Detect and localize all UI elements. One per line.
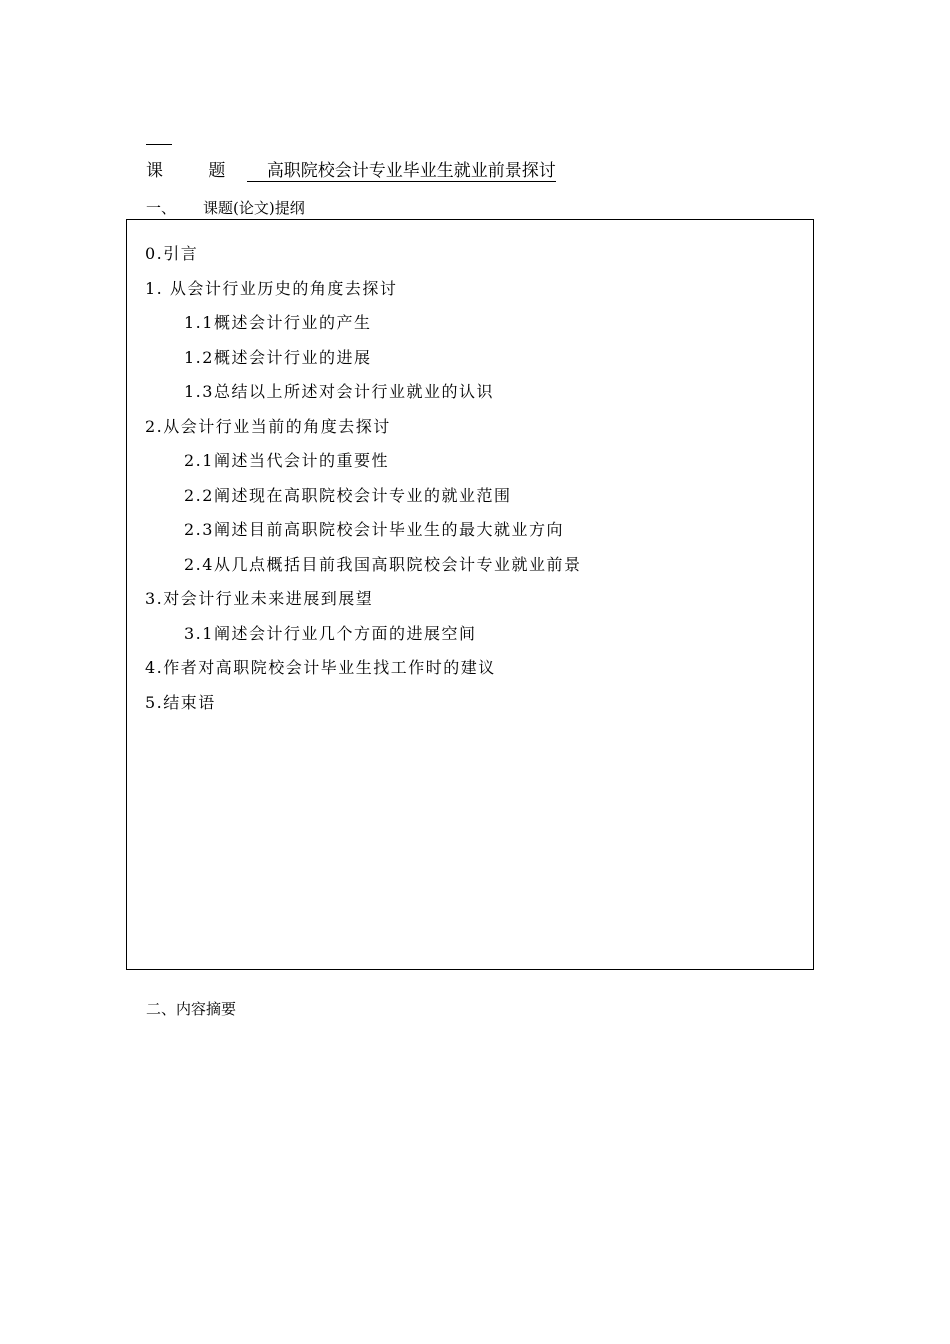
outline-item: 1. 从会计行业历史的角度去探讨 [145, 278, 398, 298]
outline-item: 2.1阐述当代会计的重要性 [184, 451, 389, 470]
section-heading-outline [146, 198, 305, 218]
topic-label: 课 题 [146, 161, 246, 181]
topic-title: 高职院校会计专业毕业生就业前景探讨 [247, 161, 556, 182]
outline-item: 2.从会计行业当前的角度去探讨 [145, 416, 391, 436]
outline-item: 4.作者对高职院校会计毕业生找工作时的建议 [145, 658, 496, 677]
outline-item: 0.引言 [145, 244, 199, 263]
outline-item: 1.3总结以上所述对会计行业就业的认识 [184, 382, 494, 401]
outline-box [126, 219, 814, 970]
section-number: 一、 [146, 199, 177, 217]
outline-item: 5.结束语 [145, 692, 216, 712]
outline-item: 1.1概述会计行业的产生 [184, 313, 372, 332]
section-heading-abstract [146, 999, 236, 1019]
outline-item: 1.2概述会计行业的进展 [184, 347, 372, 367]
outline-item: 2.2阐述现在高职院校会计专业的就业范围 [184, 485, 512, 505]
section-title: 课题(论文)提纲 [203, 199, 305, 217]
outline-item: 3.1阐述会计行业几个方面的进展空间 [184, 623, 477, 643]
section-title: 二、内容摘要 [146, 1000, 237, 1018]
topic-line [146, 160, 556, 182]
top-rule [146, 144, 172, 145]
outline-list [145, 242, 581, 725]
outline-item: 2.4从几点概括目前我国高职院校会计专业就业前景 [184, 554, 582, 574]
outline-item: 2.3阐述目前高职院校会计毕业生的最大就业方向 [184, 520, 564, 539]
outline-item: 3.对会计行业未来进展到展望 [145, 589, 374, 608]
